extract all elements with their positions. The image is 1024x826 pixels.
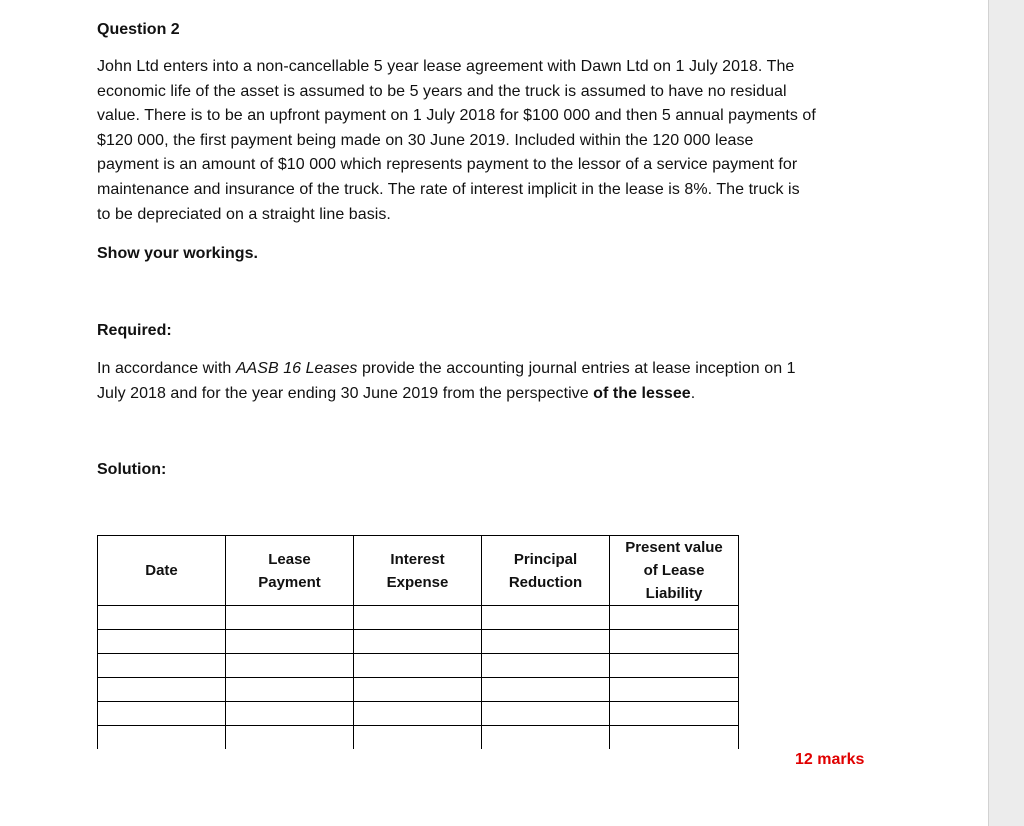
paragraph-line: $120 000, the first payment being made on 30 June 2019. Included within the 120 000 lease <box>97 131 754 149</box>
header-date: Date <box>98 536 226 606</box>
standard-name: AASB 16 Leases <box>235 360 358 377</box>
table-cell[interactable] <box>98 678 226 702</box>
required-label: Required: <box>97 322 172 339</box>
table-cell[interactable] <box>610 678 739 702</box>
solution-label: Solution: <box>97 461 167 478</box>
table-cell[interactable] <box>226 606 354 630</box>
header-interest-expense: Interest Expense <box>354 536 482 606</box>
header-present-value: Present value of Lease Liability <box>610 536 739 606</box>
table-cell[interactable] <box>610 606 739 630</box>
paragraph-line: payment is an amount of $10 000 which represents payment to the lessor of a service payment for <box>97 156 798 174</box>
table-cell[interactable] <box>610 630 739 654</box>
marks-allocation: 12 marks <box>795 751 865 768</box>
table-cell[interactable] <box>226 726 354 750</box>
header-lease-payment: Lease Payment <box>226 536 354 606</box>
lessee-emphasis: of the lessee <box>593 384 691 402</box>
show-workings-instruction: Show your workings. <box>97 245 258 262</box>
table-cell[interactable] <box>482 678 610 702</box>
paragraph-line: value. There is to be an upfront payment on 1 July 2018 for $100 000 and then 5 annual payments of <box>97 107 816 125</box>
window-side-margin <box>988 0 1024 826</box>
table-cell[interactable] <box>226 630 354 654</box>
table-cell[interactable] <box>482 726 610 750</box>
table-cell[interactable] <box>226 702 354 726</box>
table-cell[interactable] <box>354 678 482 702</box>
table-cell[interactable] <box>354 606 482 630</box>
lease-schedule-table <box>97 535 739 749</box>
table-row <box>98 702 739 726</box>
question-paragraph <box>97 55 816 227</box>
table-cell[interactable] <box>98 654 226 678</box>
table-cell[interactable] <box>482 606 610 630</box>
table-cell[interactable] <box>482 654 610 678</box>
paragraph-line: John Ltd enters into a non-cancellable 5 year lease agreement with Dawn Ltd on 1 July 2018. The <box>97 58 795 75</box>
table-cell[interactable] <box>610 654 739 678</box>
table-cell[interactable] <box>610 702 739 726</box>
table-header-row <box>98 536 739 606</box>
table-cell[interactable] <box>98 702 226 726</box>
table-cell[interactable] <box>610 726 739 750</box>
table-cell[interactable] <box>354 726 482 750</box>
table-row <box>98 678 739 702</box>
header-principal-reduction: Principal Reduction <box>482 536 610 606</box>
paragraph-line: maintenance and insurance of the truck. The rate of interest implicit in the lease is 8%. The truck is <box>97 180 800 198</box>
table-row <box>98 606 739 630</box>
table-cell[interactable] <box>98 630 226 654</box>
table-cell[interactable] <box>482 702 610 726</box>
table-cell[interactable] <box>98 606 226 630</box>
table-cell[interactable] <box>354 630 482 654</box>
table-row <box>98 654 739 678</box>
table-row <box>98 630 739 654</box>
table-row <box>98 726 739 750</box>
table-cell[interactable] <box>98 726 226 750</box>
required-line-1: In accordance with AASB 16 Leases provide the accounting journal entries at lease inception on 1 <box>97 360 796 377</box>
required-text <box>97 357 796 406</box>
table-cell[interactable] <box>226 654 354 678</box>
question-title: Question 2 <box>97 21 180 38</box>
table-cell[interactable] <box>226 678 354 702</box>
paragraph-line: to be depreciated on a straight line basis. <box>97 205 391 223</box>
table-cell[interactable] <box>354 702 482 726</box>
required-line-2: July 2018 and for the year ending 30 June 2019 from the perspective of the lessee. <box>97 384 696 402</box>
table-cell[interactable] <box>354 654 482 678</box>
paragraph-line: economic life of the asset is assumed to be 5 years and the truck is assumed to have no residual <box>97 82 787 100</box>
table-cell[interactable] <box>482 630 610 654</box>
